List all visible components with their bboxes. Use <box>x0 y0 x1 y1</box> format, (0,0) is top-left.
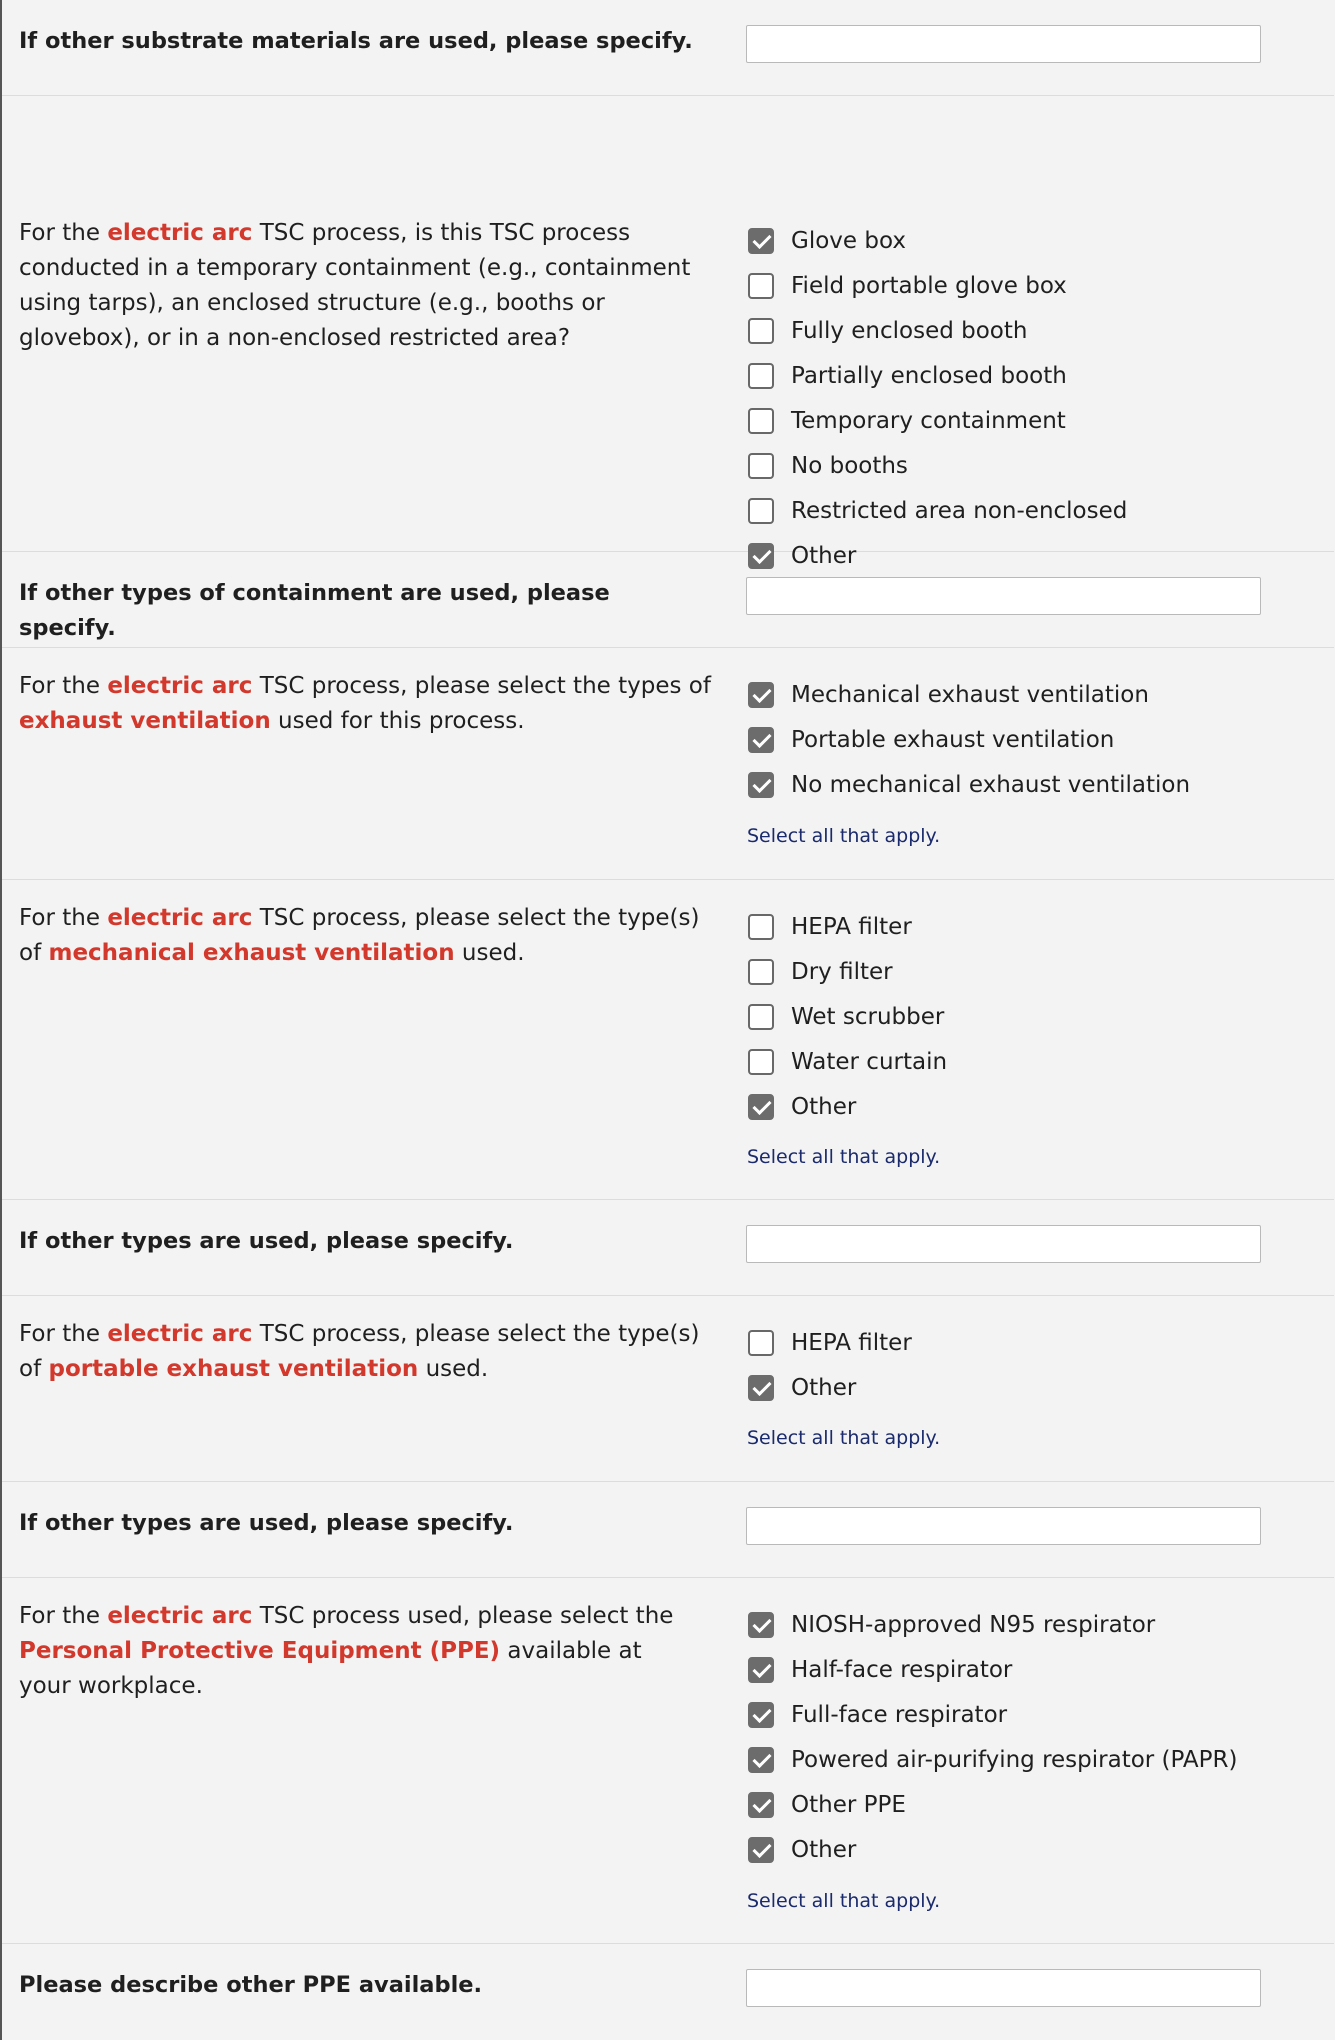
highlight-ppe: Personal Protective Equipment (PPE) <box>19 1638 501 1664</box>
question-text-part: For the <box>19 1321 108 1347</box>
option-no-mechanical-exhaust-ventilation[interactable] <box>748 762 1190 807</box>
option-hepa-filter[interactable] <box>748 1320 912 1365</box>
highlight-mechanical-exhaust-ventilation: mechanical exhaust ventilation <box>48 940 455 966</box>
option-label: Other <box>791 542 857 569</box>
checkbox[interactable] <box>748 228 774 254</box>
option-label: Mechanical exhaust ventilation <box>791 681 1149 708</box>
question-label: If other types are used, please specify. <box>19 1228 514 1254</box>
option-dry-filter[interactable] <box>748 949 947 994</box>
option-mechanical-exhaust-ventilation[interactable] <box>748 672 1190 717</box>
containment-options <box>748 218 1127 578</box>
question-label: If other types of containment are used, please specify. <box>19 580 610 641</box>
question-exhaust-ventilation <box>2 648 1334 880</box>
option-label: Other <box>791 1374 857 1401</box>
select-all-hint: Select all that apply. <box>747 1146 941 1168</box>
option-label: Water curtain <box>791 1048 948 1075</box>
checkbox[interactable] <box>748 498 774 524</box>
question-substrate-other <box>2 0 1334 96</box>
checkbox[interactable] <box>748 772 774 798</box>
question-text-part: TSC process, is this TSC process conducted in a temporary containment (e.g., containment using tarps), an enclosed structure (e.g., booths or glovebox), or in a non-enclosed restricted area? <box>19 220 691 351</box>
question-text-part: TSC process used, please select the <box>252 1603 674 1629</box>
checkbox[interactable] <box>748 1004 774 1030</box>
option-label: Other <box>791 1836 857 1863</box>
option-label: Wet scrubber <box>791 1003 945 1030</box>
option-label: HEPA filter <box>791 913 912 940</box>
option-label: Other PPE <box>791 1791 906 1818</box>
question-mechanical-exhaust-types <box>2 880 1334 1200</box>
question-text <box>19 901 714 971</box>
option-partially-enclosed-booth[interactable] <box>748 353 1127 398</box>
option-glove-box[interactable] <box>748 218 1127 263</box>
option-label: Half-face respirator <box>791 1656 1013 1683</box>
option-other[interactable] <box>748 1827 1237 1872</box>
option-wet-scrubber[interactable] <box>748 994 947 1039</box>
option-portable-exhaust-ventilation[interactable] <box>748 717 1190 762</box>
checkbox[interactable] <box>748 453 774 479</box>
option-niosh-n95[interactable] <box>748 1602 1237 1647</box>
checkbox[interactable] <box>748 1375 774 1401</box>
checkbox[interactable] <box>748 273 774 299</box>
select-all-hint: Select all that apply. <box>747 1890 941 1912</box>
option-label: No booths <box>791 452 908 479</box>
option-hepa-filter[interactable] <box>748 904 947 949</box>
checkbox[interactable] <box>748 914 774 940</box>
highlight-electric-arc: electric arc <box>107 673 253 699</box>
highlight-exhaust-ventilation: exhaust ventilation <box>19 708 271 734</box>
option-fully-enclosed-booth[interactable] <box>748 308 1127 353</box>
question-mechanical-other <box>2 1200 1334 1296</box>
checkbox[interactable] <box>748 682 774 708</box>
substrate-other-input[interactable] <box>746 25 1261 63</box>
option-label: Glove box <box>791 227 906 254</box>
question-text-part: TSC process, please select the type(s) of <box>19 905 700 966</box>
option-restricted-area-non-enclosed[interactable] <box>748 488 1127 533</box>
question-text <box>19 216 714 356</box>
question-text <box>19 1599 679 1704</box>
checkbox[interactable] <box>748 1330 774 1356</box>
checkbox[interactable] <box>748 1049 774 1075</box>
highlight-electric-arc: electric arc <box>107 220 253 246</box>
option-field-portable-glove-box[interactable] <box>748 263 1127 308</box>
option-label: Portable exhaust ventilation <box>791 726 1115 753</box>
option-label: Fully enclosed booth <box>791 317 1028 344</box>
option-label: Temporary containment <box>791 407 1066 434</box>
option-half-face-respirator[interactable] <box>748 1647 1237 1692</box>
highlight-portable-exhaust-ventilation: portable exhaust ventilation <box>48 1356 419 1382</box>
containment-other-input[interactable] <box>746 577 1261 615</box>
question-text <box>19 669 714 739</box>
question-text-part: used. <box>418 1356 489 1382</box>
question-text <box>19 1317 714 1387</box>
highlight-electric-arc: electric arc <box>107 905 253 931</box>
option-no-booths[interactable] <box>748 443 1127 488</box>
option-label: Field portable glove box <box>791 272 1067 299</box>
select-all-hint: Select all that apply. <box>747 1427 941 1449</box>
option-temporary-containment[interactable] <box>748 398 1127 443</box>
select-all-hint: Select all that apply. <box>747 825 941 847</box>
option-label: Full-face respirator <box>791 1701 1008 1728</box>
question-text-part: used for this process. <box>270 708 525 734</box>
option-label: NIOSH-approved N95 respirator <box>791 1611 1156 1638</box>
checkbox[interactable] <box>748 318 774 344</box>
checkbox[interactable] <box>748 727 774 753</box>
question-label: If other substrate materials are used, please specify. <box>19 28 693 54</box>
option-label: Powered air-purifying respirator (PAPR) <box>791 1746 1238 1773</box>
question-text-part: used. <box>454 940 525 966</box>
checkbox[interactable] <box>748 1792 774 1818</box>
question-containment <box>2 96 1334 569</box>
option-other-ppe[interactable] <box>748 1782 1237 1827</box>
checkbox[interactable] <box>748 1657 774 1683</box>
checkbox[interactable] <box>748 1612 774 1638</box>
portable-other-input[interactable] <box>746 1507 1261 1545</box>
ppe-options <box>748 1602 1237 1872</box>
question-text-part: TSC process, please select the type(s) of <box>19 1321 700 1382</box>
ppe-other-input[interactable] <box>746 1969 1261 2007</box>
question-text-part: available at your workplace. <box>19 1638 642 1699</box>
highlight-electric-arc: electric arc <box>107 1603 253 1629</box>
checkbox[interactable] <box>748 1747 774 1773</box>
option-full-face-respirator[interactable] <box>748 1692 1237 1737</box>
checkbox[interactable] <box>748 1702 774 1728</box>
mechanical-other-input[interactable] <box>746 1225 1261 1263</box>
question-text-part: For the <box>19 905 108 931</box>
option-other[interactable] <box>748 1084 947 1129</box>
highlight-electric-arc: electric arc <box>107 1321 253 1347</box>
checkbox[interactable] <box>748 1094 774 1120</box>
option-papr[interactable] <box>748 1737 1237 1782</box>
exhaust-ventilation-options <box>748 672 1190 807</box>
option-other[interactable] <box>748 1365 912 1410</box>
question-ppe <box>2 1578 1334 1944</box>
option-label: No mechanical exhaust ventilation <box>791 771 1191 798</box>
option-label: HEPA filter <box>791 1329 912 1356</box>
question-portable-exhaust-types <box>2 1296 1334 1482</box>
option-label: Restricted area non-enclosed <box>791 497 1128 524</box>
question-label: Please describe other PPE available. <box>19 1972 483 1998</box>
checkbox[interactable] <box>748 1837 774 1863</box>
question-text-part: TSC process, please select the types of <box>252 673 711 699</box>
checkbox[interactable] <box>748 959 774 985</box>
question-ppe-other <box>2 1944 1334 2040</box>
checkbox[interactable] <box>748 408 774 434</box>
mechanical-exhaust-options <box>748 904 947 1129</box>
option-label: Other <box>791 1093 857 1120</box>
option-label: Partially enclosed booth <box>791 362 1067 389</box>
question-label: If other types are used, please specify. <box>19 1510 514 1536</box>
question-text-part: For the <box>19 220 108 246</box>
question-portable-other <box>2 1482 1334 1578</box>
question-text-part: For the <box>19 673 108 699</box>
option-water-curtain[interactable] <box>748 1039 947 1084</box>
portable-exhaust-options <box>748 1320 912 1410</box>
question-text-part: For the <box>19 1603 108 1629</box>
question-containment-other <box>2 552 1334 648</box>
option-label: Dry filter <box>791 958 893 985</box>
checkbox[interactable] <box>748 363 774 389</box>
